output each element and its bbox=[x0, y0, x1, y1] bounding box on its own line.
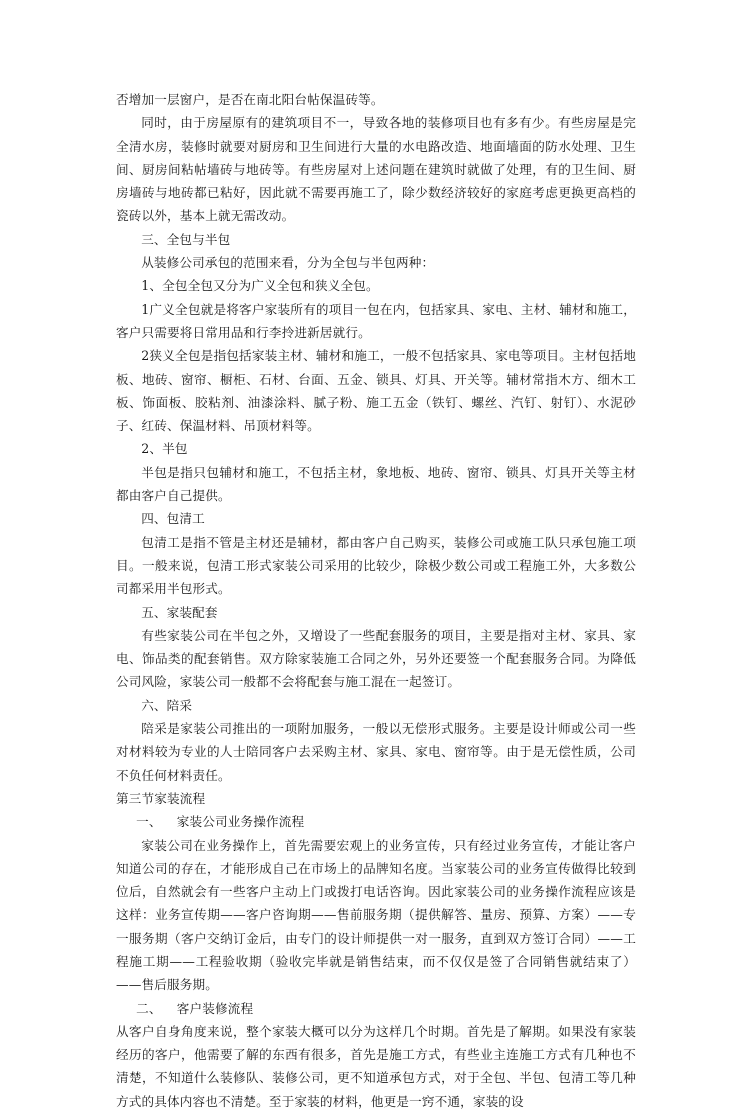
subsection-number: 一、 bbox=[136, 814, 162, 830]
subsection-company-workflow bbox=[116, 810, 636, 833]
heading-full-and-half-package: 三、全包与半包 bbox=[141, 231, 231, 247]
paragraph-continuation: 否增加一层窗户，是否在南北阳台帖保温砖等。 bbox=[116, 92, 384, 107]
heading-accompanied-purchasing: 六、陪采 bbox=[141, 697, 193, 713]
paragraph-customer-workflow: 从客户自身角度来说，整个家装大概可以分为这样几个时期。首先是了解期。如果没有家装经历的客户，他需要了解的东西有很多，首先是施工方式，有些业主连施工方式有几种也不清楚，不知道什么装修队、装修公司，更不知道承包方式，对于全包、半包、包清工等几种方式的具体内容也不清楚。至于家装的材料，他更是一窍不通，家装的设 bbox=[116, 1023, 636, 1109]
paragraph-company-workflow: 家装公司在业务操作上，首先需要宏观上的业务宣传，只有经过业务宣传，才能让客户知道公司的存在，才能形成自己在市场上的品牌知名度。当家装公司的业务宣传做得比较到位后，自然就会有一些客户主动上门或拨打电话咨询。因此家装公司的业务操作流程应该是这样：业务宣传期——客户咨询期——售前服务期（提供解答、量房、预算、方案）——专一服务期（客户交纳订金后，由专门的设计师提供一对一服务，直到双方签订合同）——工程施工期——工程验收期（验收完毕就是销售结束，而不仅仅是签了合同销售就结束了）——售后服务期。 bbox=[116, 837, 636, 993]
paragraph-full-package: 1、全包全包又分为广义全包和狭义全包。 bbox=[141, 278, 379, 294]
paragraph-half-package: 半包是指只包辅材和施工，不包括主材，象地板、地砖、窗帘、锁具、灯具开关等主材都由客户自己提供。 bbox=[116, 464, 636, 504]
subsection-customer-workflow bbox=[116, 997, 636, 1020]
section-title: 第三节家装流程 bbox=[116, 790, 206, 806]
subsection-title: 客户装修流程 bbox=[176, 1000, 254, 1016]
paragraph-narrow-full-package: 2狭义全包是指包括家装主材、辅材和施工，一般不包括家具、家电等项目。主材包括地板、地砖、窗帘、橱柜、石材、台面、五金、锁具、灯具、开关等。辅材常指木方、细木工板、饰面板、胶粘剂、油漆涂料、腻子粉、施工五金（铁钉、螺丝、汽钉、射钉）、水泥砂子、红砖、保温材料、吊顶材料等。 bbox=[116, 348, 636, 434]
heading-labor-only: 四、包清工 bbox=[141, 511, 205, 527]
paragraph-package-scope: 从装修公司承包的范围来看，分为全包与半包两种： bbox=[141, 255, 435, 271]
heading-home-furnishing-package: 五、家装配套 bbox=[141, 604, 218, 620]
paragraph-labor-only: 包清工是指不管是主材还是辅材，都由客户自己购买，装修公司或施工队只承包施工项目。一般来说，包清工形式家装公司采用的比较少，除极少数公司或工程施工外，大多数公司都采用半包形式。 bbox=[116, 534, 636, 597]
paragraph-building-items: 同时，由于房屋原有的建筑项目不一，导致各地的装修项目也有多有少。有些房屋是完全清水房，装修时就要对厨房和卫生间进行大量的水电路改造、地面墙面的防水处理、卫生间、厨房间粘帖墙砖与地砖等。有些房屋对上述问题在建筑时就做了处理，有的卫生间、厨房墙砖与地砖都已粘好，因此就不需要再施工了，除少数经济较好的家庭考虑更换更高档的瓷砖以外，基本上就无需改动。 bbox=[116, 115, 636, 224]
heading-half-package: 2、半包 bbox=[141, 441, 188, 457]
paragraph-home-furnishing-package: 有些家装公司在半包之外，又增设了一些配套服务的项目，主要是指对主材、家具、家电、饰品类的配套销售。双方除家装施工合同之外，另外还要签一个配套服务合同。为降低公司风险，家装公司一般都不会将配套与施工混在一起签订。 bbox=[116, 627, 636, 690]
subsection-number: 二、 bbox=[136, 1000, 162, 1016]
subsection-title: 家装公司业务操作流程 bbox=[176, 814, 305, 830]
paragraph-accompanied-purchasing: 陪采是家装公司推出的一项附加服务，一般以无偿形式服务。主要是设计师或公司一些对材料较为专业的人士陪同客户去采购主材、家具、家电、窗帘等。由于是无偿性质，公司不负任何材料责任。 bbox=[116, 721, 636, 783]
paragraph-broad-full-package: 1广义全包就是将客户家装所有的项目一包在内，包括家具、家电、主材、辅材和施工，客户只需要将日常用品和行李拎进新居就行。 bbox=[116, 301, 636, 340]
document-body bbox=[116, 88, 636, 1113]
